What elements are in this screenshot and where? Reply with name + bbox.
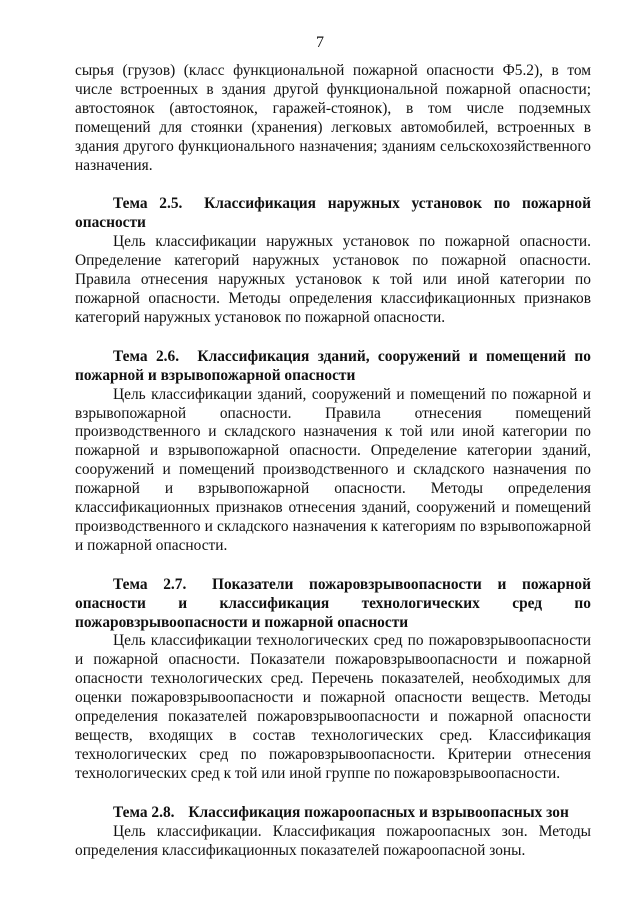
section-2-7 — [75, 576, 591, 784]
document-body — [75, 62, 591, 860]
section-body: Цель классификации наружных установок по пожарной опасности. Определение категорий наружных установок по пожарной опасности. Правила отнесения наружных установок к той или иной категории по пожарной опасности. Методы определения классификационных признаков категорий наружных установок по пожарной опасности. — [75, 233, 591, 326]
section-title: Классификация зданий, сооружений и помещений по пожарной и взрывопожарной опасности — [75, 347, 591, 384]
section-body: Цель классификации зданий, сооружений и помещений по пожарной и взрывопожарной опасности. Правила отнесения помещений производственного и складского назначения к той или иной категории по пожарной и взрывопожарной опасности. Определение категории зданий, сооружений и помещений производственного и складского назначения по пожарной и взрывопожарной опасности. Методы определения классификационных признаков отнесения зданий, сооружений и помещений производственного и складского назначения к категориям по взрывопожарной и пожарной опасности. — [75, 385, 591, 554]
section-body: Цель классификации. Классификация пожароопасных зон. Методы определения классификационных показателей пожароопасной зоны. — [75, 822, 591, 859]
section-heading — [75, 195, 591, 233]
section-title: Показатели пожаровзрывоопасности и пожарной опасности и классификация технологических сред по пожаровзрывоопасности и пожарной опасности — [75, 575, 591, 631]
section-heading — [75, 576, 591, 633]
intro-paragraph: сырья (грузов) (класс функциональной пожарной опасности Ф5.2), в том числе встроенных в здания другой функциональной пожарной опасности; автостоянок (автостоянок, гаражей-стоянок), в том числе подземных помещений для стоянки (хранения) легковых автомобилей, встроенных в здания другого функционального назначения; зданиям сельскохозяйственного назначения. — [75, 62, 591, 174]
section-heading — [75, 348, 591, 386]
section-number: Тема 2.8. — [113, 803, 175, 821]
section-2-8 — [75, 804, 591, 861]
section-number: Тема 2.7. — [113, 575, 187, 593]
section-heading — [75, 804, 591, 823]
section-2-6 — [75, 348, 591, 556]
section-2-5 — [75, 195, 591, 327]
section-number: Тема 2.6. — [113, 347, 180, 365]
section-number: Тема 2.5. — [113, 195, 183, 213]
section-title: Классификация пожароопасных и взрывоопасных зон — [188, 803, 569, 821]
section-title: Классификация наружных установок по пожарной опасности — [75, 195, 591, 232]
section-body: Цель классификации технологических сред по пожаровзрывоопасности и пожарной опасности. Показатели пожаровзрывоопасности и пожарной опасности технологических сред. Перечень показателей, необходимых для оценки пожаровзрывоопасности и пожарной опасности веществ. Методы определения показателей пожаровзрывоопасности и пожарной опасности веществ, входящих в состав технологических сред. Классификация технологических сред по пожаровзрывоопасности. Критерии отнесения технологических сред к той или иной группе по пожаровзрывоопасности. — [75, 632, 591, 782]
page-number: 7 — [316, 34, 324, 51]
